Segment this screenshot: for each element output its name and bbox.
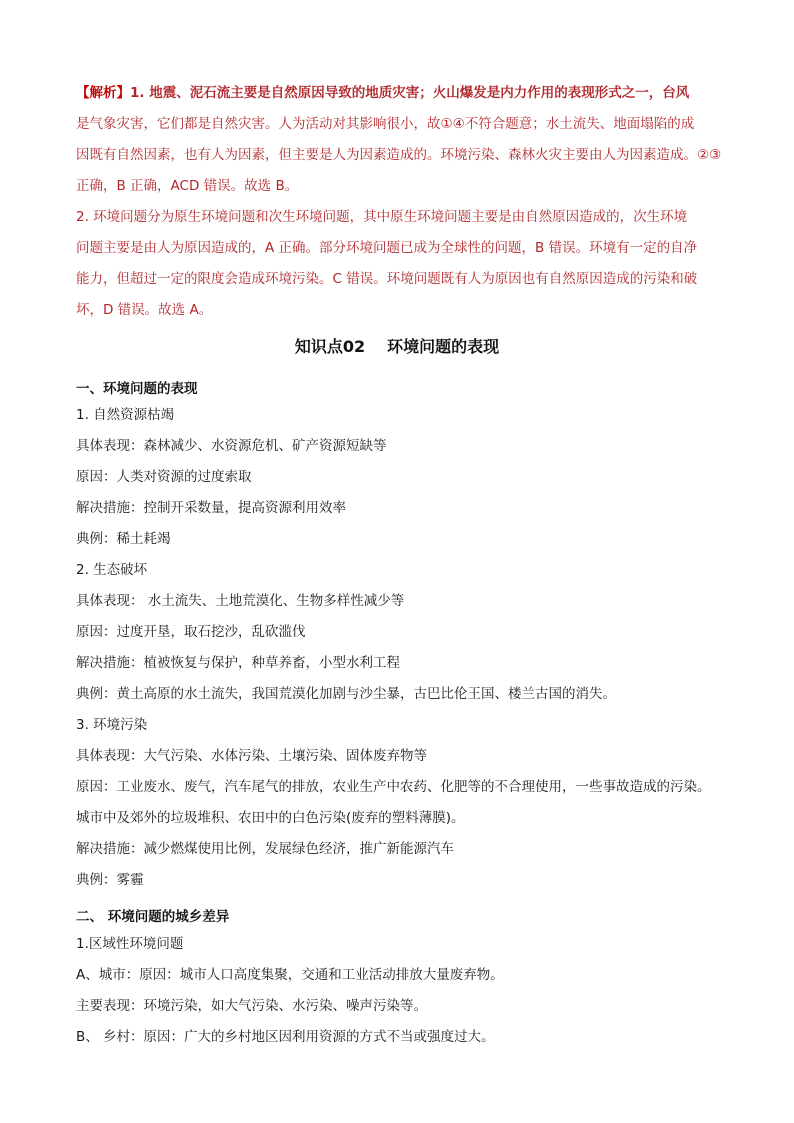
analysis-line-7: 能力，但超过一定的限度会造成环境污染。C 错误。环境问题既有人为原因也有自然原因造成的污染和破 [76, 271, 698, 287]
part1-line: 典例：黄土高原的水土流失，我国荒漠化加剧与沙尘暴，古巴比伦王国、楼兰古国的消失。 [76, 686, 616, 702]
part1-line: 解决措施：控制开采数量，提高资源利用效率 [76, 500, 346, 516]
part1-line: 2. 生态破坏 [76, 562, 148, 578]
part2-line: 1.区域性环境问题 [76, 936, 184, 952]
part1-line: 城市中及郊外的垃圾堆积、农田中的白色污染(废弃的塑料薄膜)。 [76, 810, 465, 826]
analysis-text-1: 1. 地震、泥石流主要是自然原因导致的地质灾害；火山爆发是内力作用的表现形式之一，台风 [130, 85, 690, 101]
part1-line: 解决措施：减少燃煤使用比例，发展绿色经济，推广新能源汽车 [76, 841, 454, 857]
part1-line: 1. 自然资源枯竭 [76, 407, 175, 423]
part1-line: 解决措施：植被恢复与保护，种草养畜，小型水利工程 [76, 655, 400, 671]
analysis-line-4: 正确，B 正确，ACD 错误。故选 B。 [76, 178, 299, 194]
part1-line: 典例：雾霾 [76, 872, 144, 888]
section-number: 知识点02 [294, 337, 366, 356]
analysis-line-5: 2. 环境问题分为原生环境问题和次生环境问题，其中原生环境问题主要是由自然原因造成的，次生环境 [76, 209, 688, 225]
section-title [0, 334, 794, 357]
part1-line: 原因：过度开垦，取石挖沙，乱砍滥伐 [76, 624, 306, 640]
analysis-line-1 [76, 78, 726, 109]
analysis-line-6: 问题主要是由人为原因造成的，A 正确。部分环境问题已成为全球性的问题，B 错误。环境有一定的自净 [76, 240, 698, 256]
part1-line: 3. 环境污染 [76, 717, 148, 733]
analysis-tag: 【解析】 [76, 85, 130, 101]
part1-line: 具体表现：大气污染、水体污染、土壤污染、固体废弃物等 [76, 748, 427, 764]
section-name: 环境问题的表现 [387, 337, 500, 356]
part2-line: 主要表现：环境污染，如大气污染、水污染、噪声污染等。 [76, 998, 427, 1014]
analysis-line-2: 是气象灾害，它们都是自然灾害。人为活动对其影响很小，故①④不符合题意；水土流失、地面塌陷的成 [76, 116, 695, 132]
analysis-line-3: 因既有自然因素，也有人为因素，但主要是人为因素造成的。环境污染、森林火灾主要由人为因素造成。②③ [76, 147, 722, 163]
part1-line: 具体表现：森林减少、水资源危机、矿产资源短缺等 [76, 438, 387, 454]
part1-heading: 一、环境问题的表现 [76, 381, 198, 397]
part1-line: 典例：稀土耗竭 [76, 531, 171, 547]
part2-line: A、城市：原因：城市人口高度集聚，交通和工业活动排放大量废弃物。 [76, 967, 504, 983]
part1-line: 原因：人类对资源的过度索取 [76, 469, 252, 485]
part1-line: 具体表现： 水土流失、土地荒漠化、生物多样性减少等 [76, 593, 405, 609]
analysis-line-8: 坏，D 错误。故选 A。 [76, 302, 213, 318]
part1-line: 原因：工业废水、废气，汽车尾气的排放，农业生产中农药、化肥等的不合理使用，一些事故造成的污染。 [76, 779, 711, 795]
part2-heading: 二、 环境问题的城乡差异 [76, 909, 230, 925]
part2-line: B、 乡村：原因：广大的乡村地区因利用资源的方式不当或强度过大。 [76, 1029, 495, 1045]
